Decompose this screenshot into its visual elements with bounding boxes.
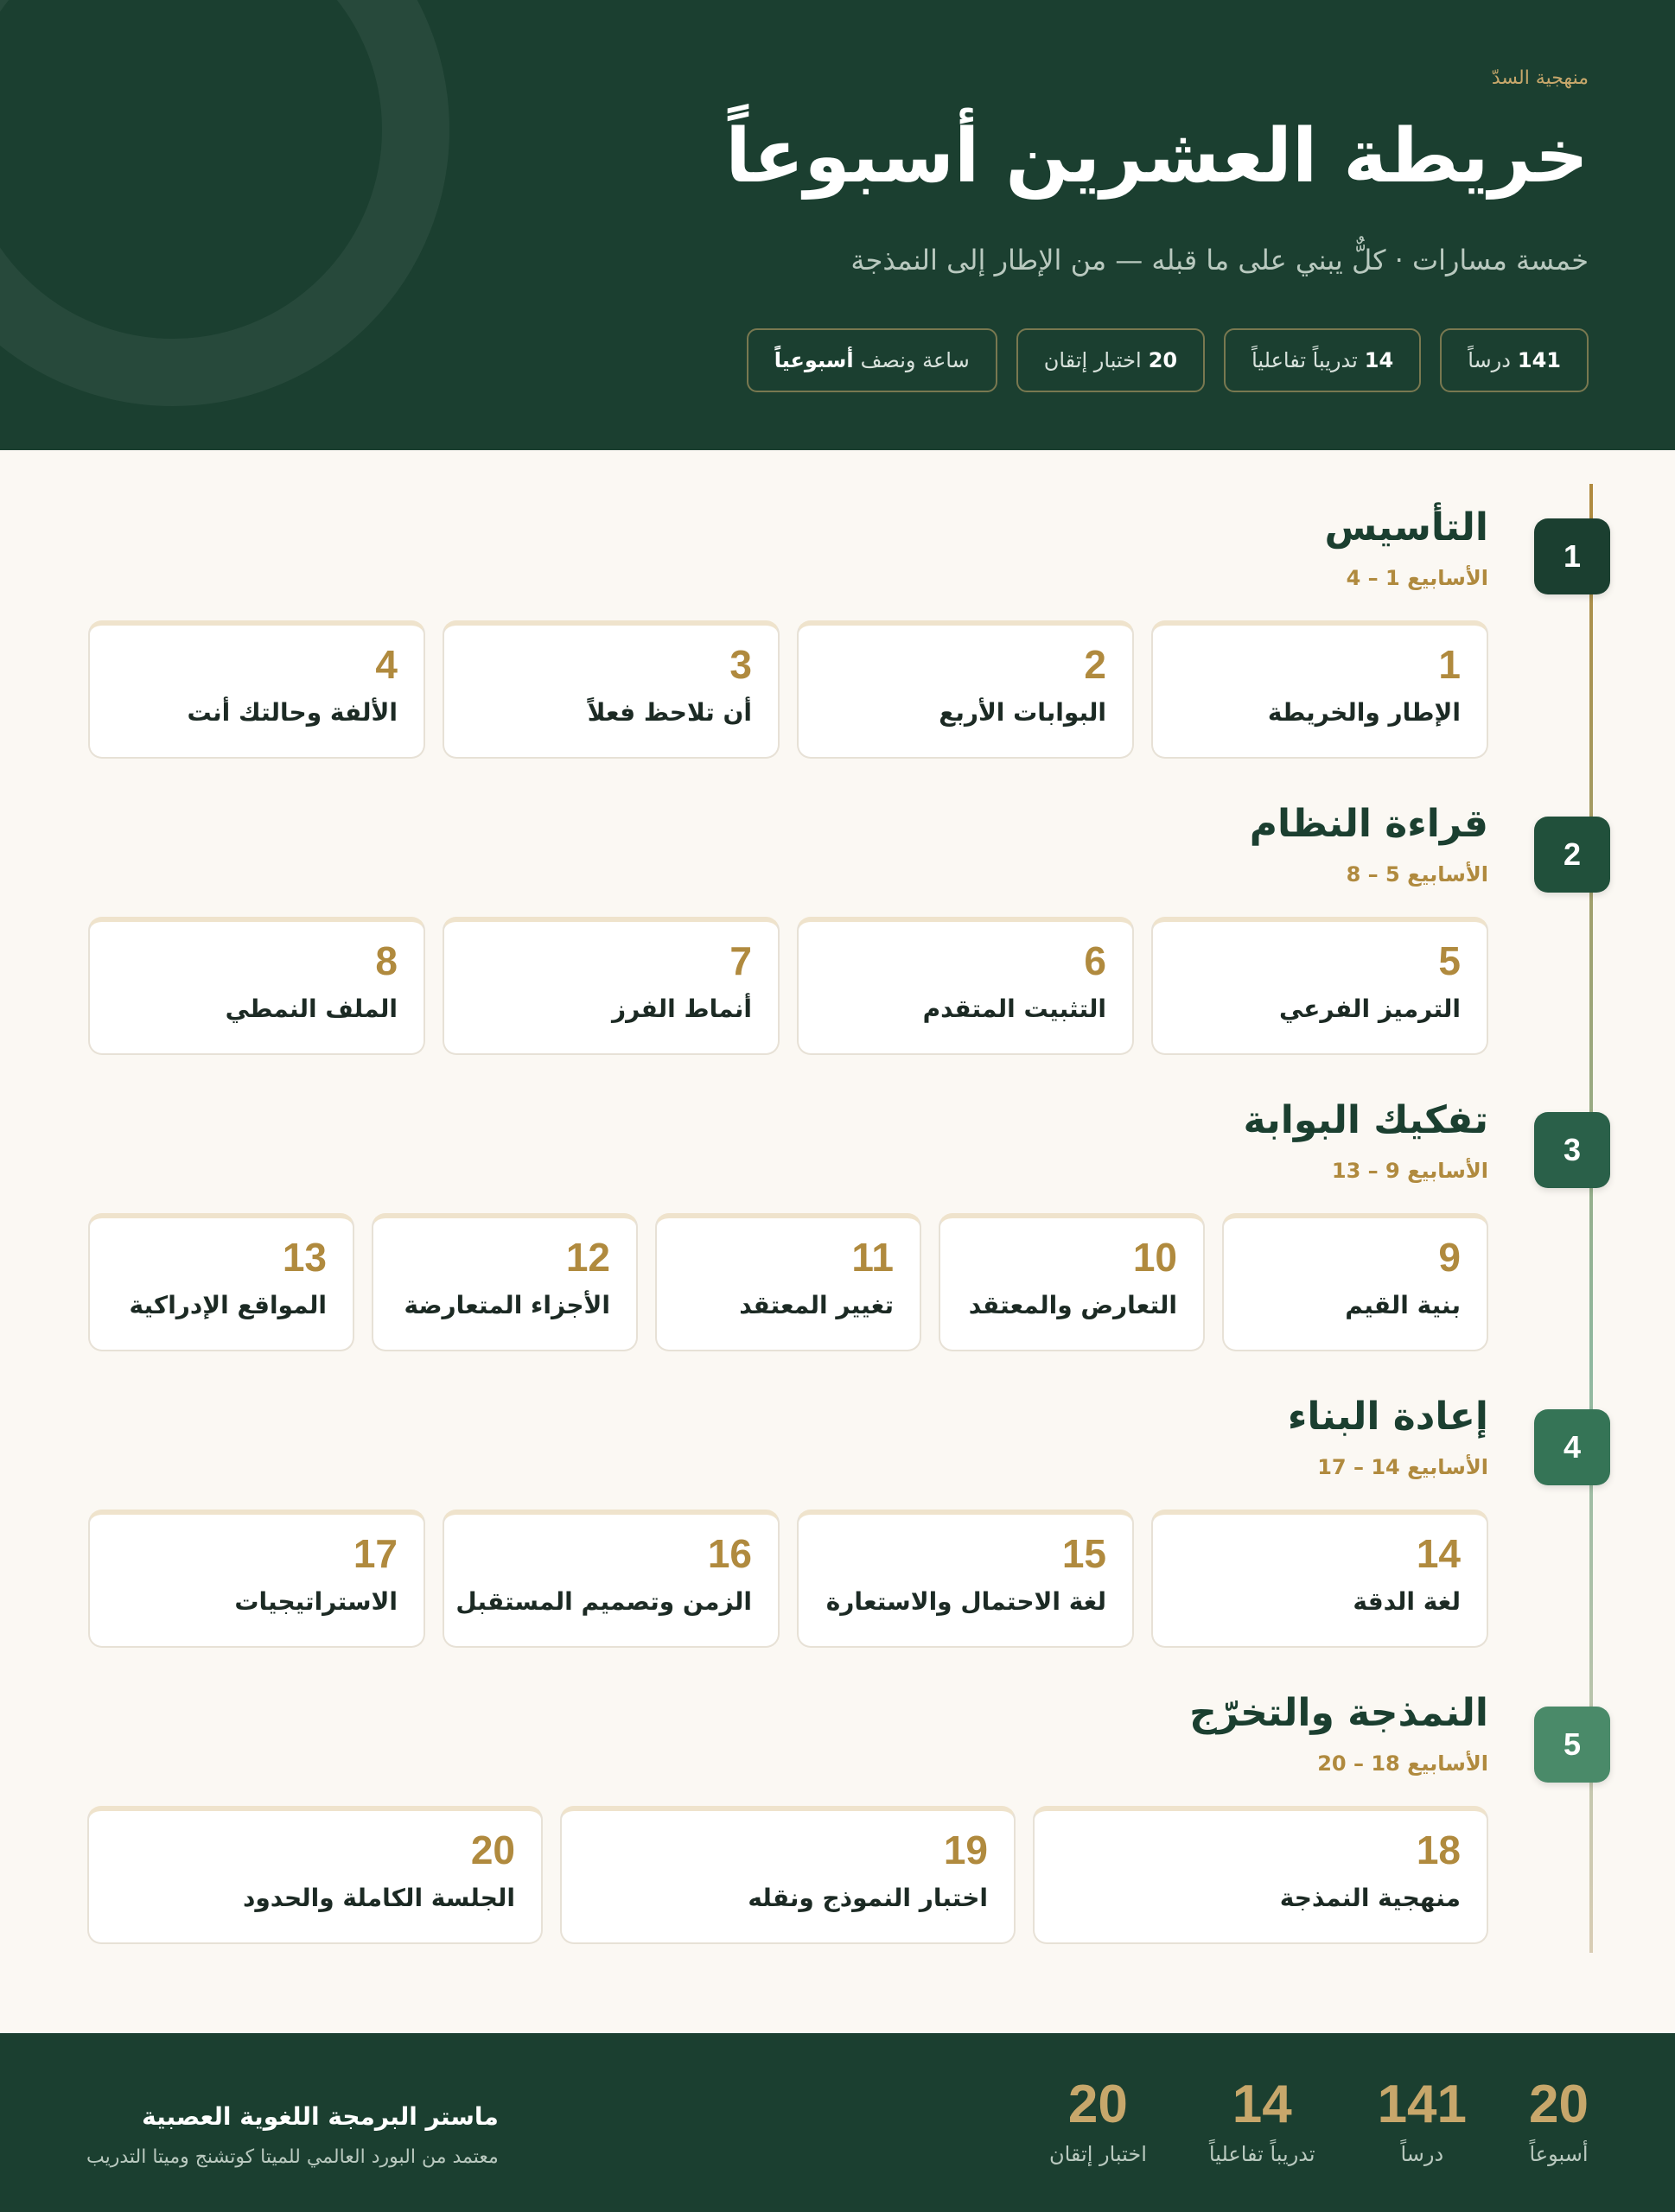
lesson-number: 17: [353, 1531, 398, 1576]
lesson-name: لغة الاحتمال والاستعارة: [825, 1587, 1106, 1616]
stat-value: 14: [1232, 2075, 1292, 2134]
lesson-number: 8: [375, 938, 398, 983]
lesson-list: [88, 620, 1488, 759]
lesson-card[interactable]: [560, 1806, 1016, 1944]
lesson-name: لغة الدقة: [1353, 1587, 1461, 1616]
lesson-name: اختبار النموذج ونقله: [748, 1884, 988, 1912]
lesson-card[interactable]: [797, 1510, 1134, 1648]
chip-value: 14: [1364, 348, 1394, 372]
lesson-card[interactable]: [88, 917, 425, 1055]
lesson-card[interactable]: [939, 1213, 1205, 1351]
track-title: قراءة النظام: [1249, 802, 1488, 846]
lesson-number: 12: [565, 1235, 610, 1280]
lesson-number: 9: [1438, 1235, 1461, 1280]
chip-label: ساعة ونصف: [860, 348, 970, 372]
lesson-card[interactable]: [1151, 917, 1488, 1055]
track-number-badge: 5: [1534, 1707, 1610, 1783]
lesson-name: الألفة وحالتك أنت: [187, 698, 398, 727]
track-title: التأسيس: [1324, 505, 1488, 550]
page-header: [0, 0, 1675, 450]
brand-subtitle: معتمد من البورد العالمي للميتا كوتشنج وميتا التدريب: [86, 2146, 499, 2168]
lesson-number: 18: [1416, 1827, 1461, 1872]
page-subtitle: خمسة مسارات · كلٌّ يبني على ما قبله — من الإطار إلى النمذجة: [850, 244, 1589, 276]
track-weeks: الأسابيع 18 – 20: [1317, 1751, 1488, 1776]
lesson-name: الإطار والخريطة: [1267, 698, 1461, 727]
stat-weeks: [1529, 2075, 1589, 2166]
lesson-list: [88, 1213, 1488, 1351]
lesson-number: 11: [851, 1235, 894, 1280]
stat-lessons: [1377, 2075, 1468, 2166]
lesson-number: 4: [375, 642, 398, 687]
stat-label: درساً: [1400, 2142, 1444, 2166]
lesson-name: الزمن وتصميم المستقبل: [455, 1587, 752, 1616]
lesson-number: 3: [729, 642, 752, 687]
stat-drills: [1208, 2075, 1315, 2166]
stat-label: اختبار إتقان: [1048, 2142, 1147, 2166]
lesson-number: 2: [1084, 642, 1106, 687]
lesson-number: 14: [1416, 1531, 1461, 1576]
lesson-card[interactable]: [372, 1213, 638, 1351]
lesson-name: التثبيت المتقدم: [922, 995, 1106, 1023]
chip-label: اختبار إتقان: [1043, 348, 1142, 372]
chip-hours: [747, 328, 997, 392]
chip-drills: [1224, 328, 1421, 392]
lesson-number: 15: [1061, 1531, 1106, 1576]
lesson-number: 19: [943, 1827, 988, 1872]
lesson-card[interactable]: [443, 620, 780, 759]
lesson-number: 1: [1438, 642, 1461, 687]
lesson-card[interactable]: [87, 1806, 543, 1944]
stat-value: 141: [1377, 2075, 1468, 2134]
lesson-number: 6: [1084, 938, 1106, 983]
lesson-name: الأجزاء المتعارضة: [404, 1291, 610, 1319]
page-title: خريطة العشرين أسبوعاً: [725, 113, 1589, 200]
stat-value: 20: [1529, 2075, 1589, 2134]
lesson-number: 13: [282, 1235, 327, 1280]
lesson-list: [88, 1510, 1488, 1648]
track-number-badge: 1: [1534, 518, 1610, 594]
lesson-number: 5: [1438, 938, 1461, 983]
stat-exams: [1048, 2075, 1147, 2166]
lesson-name: الترميز الفرعي: [1278, 995, 1461, 1023]
lesson-number: 7: [729, 938, 752, 983]
lesson-name: بنية القيم: [1345, 1291, 1461, 1319]
lesson-card[interactable]: [88, 1213, 354, 1351]
lesson-name: منهجية النمذجة: [1279, 1884, 1461, 1912]
header-eyebrow: منهجية السدّ: [1491, 67, 1589, 89]
lesson-card[interactable]: [797, 917, 1134, 1055]
page-footer: [0, 2033, 1675, 2212]
lesson-card[interactable]: [655, 1213, 921, 1351]
chip-lessons: [1440, 328, 1589, 392]
lesson-name: التعارض والمعتقد: [968, 1291, 1177, 1319]
track-number-badge: 3: [1534, 1112, 1610, 1188]
track-title: النمذجة والتخرّج: [1189, 1691, 1488, 1735]
lesson-name: تغيير المعتقد: [739, 1291, 894, 1319]
lesson-card[interactable]: [88, 1510, 425, 1648]
lesson-name: البوابات الأربع: [939, 698, 1106, 727]
chip-exams: [1016, 328, 1205, 392]
lesson-card[interactable]: [88, 620, 425, 759]
chip-value: 20: [1148, 348, 1178, 372]
lesson-card[interactable]: [443, 1510, 780, 1648]
track-weeks: الأسابيع 5 – 8: [1346, 862, 1488, 887]
lesson-number: 10: [1132, 1235, 1177, 1280]
footer-brand: [86, 2102, 499, 2168]
track-weeks: الأسابيع 9 – 13: [1331, 1159, 1488, 1183]
chip-value: أسبوعياً: [774, 348, 854, 372]
lesson-list: [87, 1806, 1488, 1944]
track-weeks: الأسابيع 1 – 4: [1346, 566, 1488, 590]
footer-stats: [1048, 2075, 1589, 2166]
summary-chips: [747, 328, 1589, 392]
lesson-name: الاستراتيجيات: [234, 1587, 398, 1616]
stat-label: تدريباً تفاعلياً: [1208, 2142, 1315, 2166]
track-number-badge: 2: [1534, 817, 1610, 893]
lesson-number: 20: [470, 1827, 515, 1872]
brand-name: ماستر البرمجة اللغوية العصبية: [142, 2102, 499, 2131]
track-title: تفكيك البوابة: [1243, 1098, 1488, 1142]
lesson-card[interactable]: [1033, 1806, 1488, 1944]
lesson-name: الملف النمطي: [225, 995, 398, 1023]
lesson-name: أن تلاحظ فعلاً: [587, 698, 752, 727]
lesson-card[interactable]: [443, 917, 780, 1055]
chip-label: درساً: [1468, 348, 1511, 372]
decorative-ring: [0, 0, 449, 406]
track-number-badge: 4: [1534, 1409, 1610, 1485]
lesson-card[interactable]: [1151, 1510, 1488, 1648]
track-weeks: الأسابيع 14 – 17: [1317, 1455, 1488, 1479]
stat-label: أسبوعاً: [1529, 2142, 1589, 2166]
chip-value: 141: [1517, 348, 1561, 372]
lesson-name: المواقع الإدراكية: [129, 1291, 327, 1319]
chip-label: تدريباً تفاعلياً: [1251, 348, 1358, 372]
lesson-card[interactable]: [1222, 1213, 1488, 1351]
lesson-list: [88, 917, 1488, 1055]
lesson-card[interactable]: [797, 620, 1134, 759]
stat-value: 20: [1067, 2075, 1128, 2134]
lesson-card[interactable]: [1151, 620, 1488, 759]
lesson-name: أنماط الفرز: [611, 995, 752, 1023]
track-title: إعادة البناء: [1287, 1395, 1488, 1439]
lesson-name: الجلسة الكاملة والحدود: [243, 1884, 515, 1912]
lesson-number: 16: [707, 1531, 752, 1576]
